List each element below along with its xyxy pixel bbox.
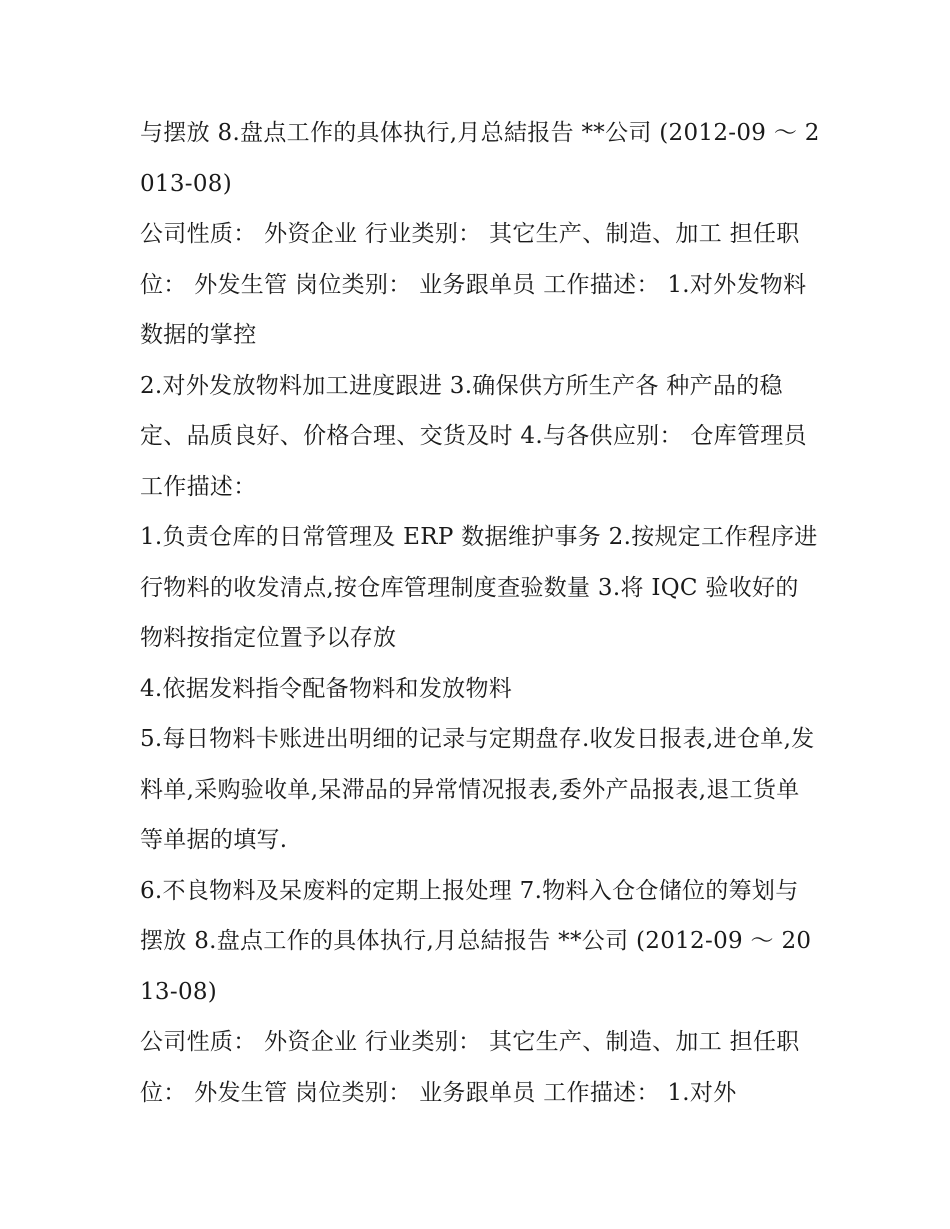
- paragraph-3: 2.对外发放物料加工进度跟进 3.确保供方所生产各 种产品的稳定、品质良好、价格合理、交货及时 4.与各供应别： 仓库管理员 工作描述：: [140, 372, 807, 500]
- paragraph-7: 6.不良物料及呆废料的定期上报处理 7.物料入仓仓储位的筹划与摆放 8.盘点工作的具体执行,月总結报告 **公司 (2012-09 ～ 2013-08): [140, 877, 812, 1005]
- paragraph-5: 4.依据发料指令配备物料和发放物料: [140, 675, 513, 702]
- paragraph-1: 与摆放 8.盘点工作的具体执行,月总結报告 **公司 (2012-09 ～ 2013-08): [140, 120, 820, 197]
- paragraph-4: 1.负责仓库的日常管理及 ERP 数据维护事务 2.按规定工作程序进行物料的收发清点,按仓库管理制度查验数量 3.将 IQC 验收好的物料按指定位置予以存放: [140, 524, 818, 651]
- paragraph-2: 公司性质： 外资企业 行业类别： 其它生产、制造、加工 担任职位： 外发生管 岗位类别： 业务跟单员 工作描述： 1.对外发物料数据的掌控: [140, 221, 807, 348]
- paragraph-8: 公司性质： 外资企业 行业类别： 其它生产、制造、加工 担任职位： 外发生管 岗位类别： 业务跟单员 工作描述： 1.对外: [140, 1029, 800, 1106]
- paragraph-6: 5.每日物料卡账进出明细的记录与定期盘存.收发日报表,进仓单,发料单,采购验收单,呆滞品的异常情况报表,委外产品报表,退工货单等单据的填写.: [140, 726, 815, 853]
- document-body: [140, 108, 820, 1118]
